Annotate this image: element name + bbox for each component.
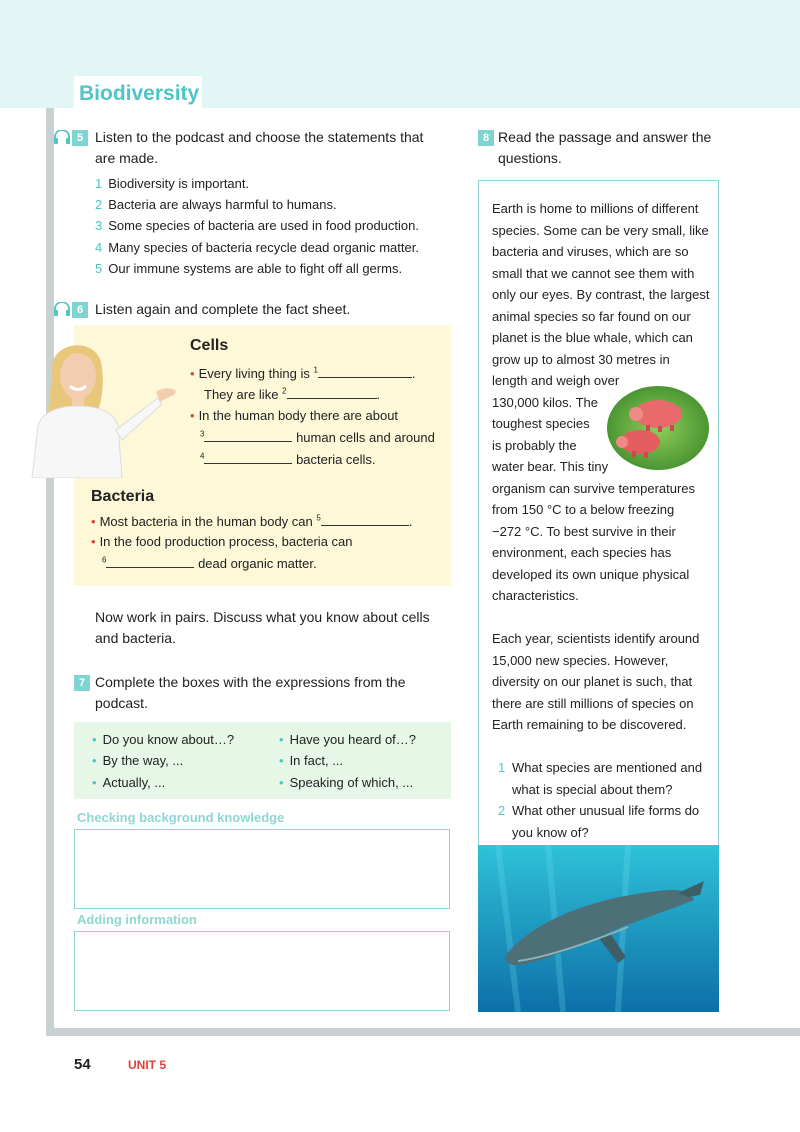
question-2-line-2: you know of? (512, 825, 589, 840)
water-bear-image (606, 384, 710, 472)
blank-4[interactable] (204, 451, 292, 464)
exercise-7-number: 7 (74, 675, 90, 691)
passage-line: environment, each species has (492, 545, 672, 560)
passage-line: organism can survive temperatures (492, 481, 696, 496)
statement-2: 2 Bacteria are always harmful to humans. (95, 197, 337, 212)
exercise-6-number: 6 (72, 302, 88, 318)
passage-line: grow up to almost 30 metres in (492, 352, 670, 367)
passage-line: developed its own unique physical (492, 567, 690, 582)
bacteria-line-2: • In the food production process, bacteria can (91, 534, 353, 549)
passage-line: only our eyes. By contrast, the largest (492, 287, 710, 302)
cells-line-4: $^3$ human cells and around (200, 429, 435, 445)
passage-line: water bear. This tiny (492, 459, 609, 474)
checking-knowledge-box[interactable] (74, 829, 450, 909)
blank-6[interactable] (106, 555, 194, 568)
passage-line: there are still millions of species on (492, 696, 694, 711)
passage-line: Earth is home to millions of different (492, 201, 699, 216)
passage-line: is probably the (492, 438, 577, 453)
headphones-icon (53, 130, 71, 147)
blue-whale-image (478, 845, 719, 1012)
page-title: Biodiversity (79, 82, 200, 105)
passage-line: species. Some can be very small, like (492, 223, 709, 238)
expression-item: • In fact, ... (279, 753, 344, 768)
blank-1[interactable] (318, 365, 412, 378)
passage-line: characteristics. (492, 588, 579, 603)
exercise-6-instruction: Listen again and complete the fact sheet. (95, 301, 351, 317)
statement-1: 1 Biodiversity is important. (95, 176, 250, 191)
bacteria-line-1: • Most bacteria in the human body can $^5$ . (91, 513, 413, 529)
passage-line: toughest species (492, 416, 590, 431)
passage-line: diversity on our planet is such, that (492, 674, 693, 689)
passage-line: small that we cannot see them with (492, 266, 695, 281)
bacteria-heading: Bacteria (91, 488, 155, 505)
statement-5: 5 Our immune systems are able to fight off all germs. (95, 261, 403, 276)
cells-heading: Cells (190, 337, 229, 354)
page-number: 54 (74, 1056, 91, 1073)
blank-2[interactable] (287, 386, 377, 399)
pair-work-instruction: Now work in pairs. Discuss what you know about cells and bacteria. (95, 609, 430, 646)
passage-line: from 150 °C to a below freezing (492, 502, 675, 517)
bacteria-line-3: $^6$ dead organic matter. (102, 555, 317, 571)
woman-presenting-illustration (30, 330, 180, 478)
headphones-icon (53, 302, 71, 319)
question-1-line-1: What species are mentioned and (512, 760, 703, 775)
statement-4: 4 Many species of bacteria recycle dead organic matter. (95, 240, 419, 255)
expression-item: • Actually, ... (92, 775, 166, 790)
question-2-line-1: What other unusual life forms do (512, 803, 700, 818)
passage-line: −272 °C. To best survive in their (492, 524, 676, 539)
unit-label: UNIT 5 (128, 1058, 167, 1072)
passage-line: animal species so far found on our (492, 309, 691, 324)
passage-line: length and weigh over (492, 373, 620, 388)
exercise-8-instruction: Read the passage and answer the questions. (498, 129, 712, 166)
passage-line: Earth remaining to be discovered. (492, 717, 687, 732)
passage-line: bacteria and viruses, which are so (492, 244, 689, 259)
question-2-number: 2 (498, 803, 506, 818)
cells-line-1: • Every living thing is $^1$ . (190, 365, 416, 381)
blank-3[interactable] (204, 429, 292, 442)
expression-item: • Do you know about…? (92, 732, 235, 747)
exercise-5-number: 5 (72, 130, 88, 146)
passage-line: planet is the blue whale, which can (492, 330, 693, 345)
cells-line-3: • In the human body there are about (190, 408, 399, 423)
adding-information-box[interactable] (74, 931, 450, 1011)
blank-5[interactable] (321, 513, 409, 526)
cells-line-2: They are like $^2$ . (204, 386, 381, 402)
question-1-line-2: what is special about them? (512, 782, 673, 797)
cells-line-5: $^4$ bacteria cells. (200, 451, 376, 467)
exercise-8-number: 8 (478, 130, 494, 146)
passage-line: 130,000 kilos. The (492, 395, 598, 410)
checking-knowledge-label: Checking background knowledge (77, 810, 285, 825)
expression-item: • Have you heard of…? (279, 732, 417, 747)
statement-3: 3 Some species of bacteria are used in food production. (95, 218, 419, 233)
passage-line: Each year, scientists identify around (492, 631, 700, 646)
expression-item: • Speaking of which, ... (279, 775, 414, 790)
question-1-number: 1 (498, 760, 506, 775)
expression-item: • By the way, ... (92, 753, 184, 768)
exercise-7-instruction: Complete the boxes with the expressions from the podcast. (95, 674, 406, 711)
passage-line: 15,000 new species. However, (492, 653, 669, 668)
exercise-5-instruction: Listen to the podcast and choose the statements that are made. (95, 129, 424, 166)
adding-information-label: Adding information (77, 912, 197, 927)
